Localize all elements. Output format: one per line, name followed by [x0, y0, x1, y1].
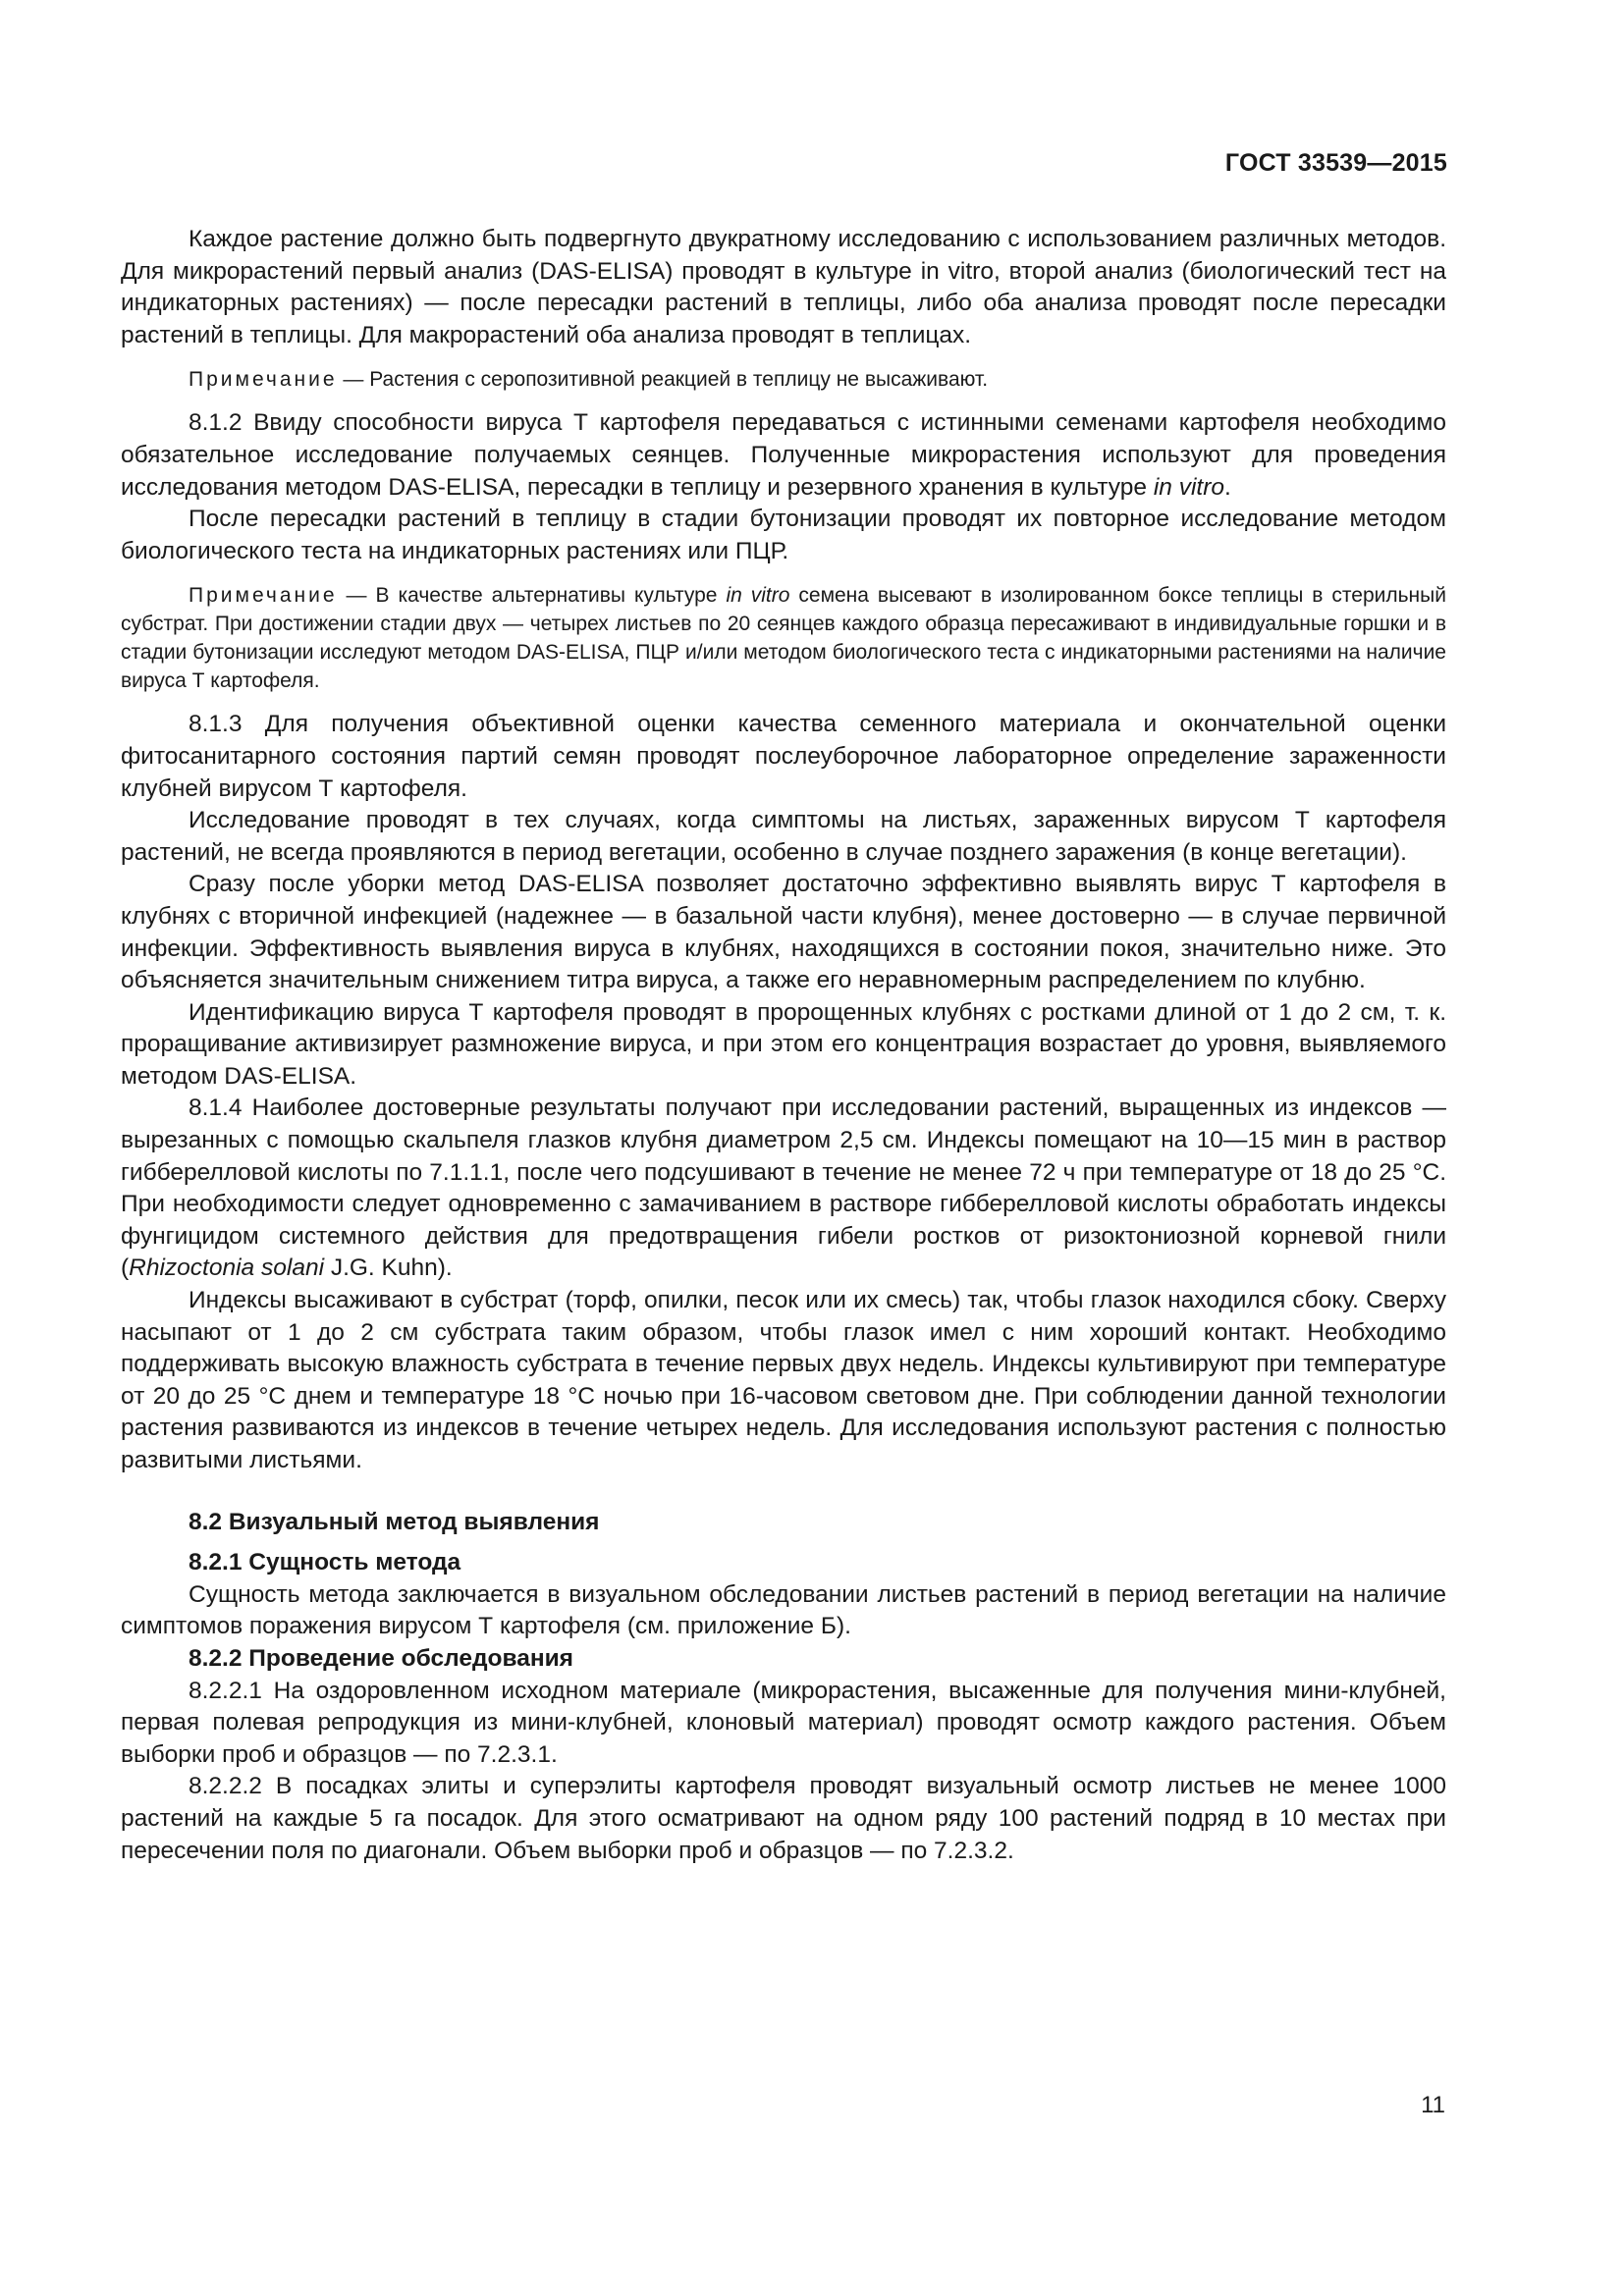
- paragraph-8-1-2-end: .: [1224, 473, 1231, 501]
- document-code-header: ГОСТ 33539—2015: [1224, 149, 1447, 177]
- paragraph-intro: [121, 224, 1446, 351]
- paragraph-8-1-2-text: 8.1.2 Ввиду способности вируса Т картофеля передаваться с истинными семенами картофеля необходимо обязательное исследование получаемых сеянцев. Полученные микрорастения используют для проведения исследования методом DAS-ELISA, пересадки в теплицу и резервного хранения в культуре: [121, 409, 1446, 501]
- note-2-label: Примечание: [189, 584, 338, 608]
- paragraph-8-1-3: [121, 709, 1446, 805]
- paragraph-8-1-2-continued: [121, 504, 1446, 567]
- paragraph-8-1-3-d: [121, 997, 1446, 1094]
- paragraph-8-2-2-1: [121, 1676, 1446, 1772]
- section-heading-8-2: 8.2 Визуальный метод выявления: [189, 1508, 600, 1535]
- paragraph-8-2-2-1-text: 8.2.2.1 На оздоровленном исходном материале (микрорастения, высаженные для получения мини-клубней, первая полевая репродукция из мини-клубней, клоновый материал) проводят осмотр каждого растения. Объем выборки проб и образцов — по 7.2.3.1.: [121, 1677, 1446, 1768]
- paragraph-8-2-1: [121, 1579, 1446, 1643]
- note-2-text-b: семена высевают в изолированном боксе теплицы в стерильный субстрат. При достижении стадии двух — четырех листьев по 20 сеянцев каждого образца пересаживают в индивидуальные горшки и в стадии бутонизации исследуют методом DAS-ELISA, ПЦР и/или методом биологического теста с индикаторными растениями на наличие вируса Т картофеля.: [121, 584, 1446, 693]
- note-1-text: — Растения с серопозитивной реакцией в теплицу не высаживают.: [337, 368, 989, 392]
- paragraph-intro-text: Каждое растение должно быть подвергнуто двукратному исследованию с использованием различных методов. Для микрорастений первый анализ (DAS-ELISA) проводят в культуре in vitro, второй анализ (биологический тест на индикаторных растениях) — после пересадки растений в теплицы, либо оба анализа проводят после пересадки растений в теплицы. Для макрорастений оба анализа проводят в теплицах.: [121, 226, 1446, 348]
- document-body: [121, 224, 1446, 1867]
- paragraph-8-2-1-text: Сущность метода заключается в визуальном обследовании листьев растений в период вегетации на наличие симптомов поражения вирусом Т картофеля (см. приложение Б).: [121, 1580, 1446, 1640]
- paragraph-8-1-4-text: 8.1.4 Наиболее достоверные результаты получают при исследовании растений, выращенных из индексов — вырезанных с помощью скальпеля глазков клубня диаметром 2,5 см. Индексы помещают на 10—15 мин в раствор гиббереллoвой кислоты по 7.1.1.1, после чего подсушивают в течение не менее 72 ч при температуре от 18 до 25 °С. При необходимости следует одновременно с замачиванием в растворе гиббереллoвой кислоты обработать индексы фунгицидом системного действия для предотвращения гибели ростков от ризоктониозной корневой гнили (: [121, 1095, 1446, 1282]
- note-1: [121, 365, 1446, 394]
- paragraph-8-1-3-d-text: Идентификацию вируса Т картофеля проводят в пророщенных клубнях с ростками длиной от 1 до 2 см, т. к. проращивание активизирует размножение вируса, и при этом его концентрация возрастает до уровня, выявляемого методом DAS-ELISA.: [121, 998, 1446, 1090]
- paragraph-8-2-2-2-text: 8.2.2.2 В посадках элиты и суперэлиты картофеля проводят визуальный осмотр листьев не менее 1000 растений на каждые 5 га посадок. Для этого осматривают на одном ряду 100 растений подряд в 10 местах при пересечении поля по диагонали. Объем выборки проб и образцов — по 7.2.3.2.: [121, 1773, 1446, 1864]
- in-vitro-term: in vitro: [1153, 473, 1225, 501]
- note-2-text-a: — В качестве альтернативы культуре: [337, 584, 727, 608]
- subsection-heading-8-2-1: 8.2.1 Сущность метода: [189, 1549, 461, 1576]
- paragraph-8-1-3-b: [121, 805, 1446, 869]
- paragraph-8-1-3-b-text: Исследование проводят в тех случаях, когда симптомы на листьях, зараженных вирусом Т картофеля растений, не всегда проявляются в период вегетации, особенно в случае позднего заражения (в конце вегетации).: [121, 807, 1446, 866]
- note-1-label: Примечание: [189, 368, 338, 392]
- rhizoctonia-term: Rhizoctonia solani: [129, 1255, 325, 1282]
- paragraph-8-1-3-text: 8.1.3 Для получения объективной оценки качества семенного материала и окончательной оценки фитосанитарного состояния партий семян проводят послеуборочное лабораторное определение зараженности клубней вирусом Т картофеля.: [121, 711, 1446, 802]
- note-2-in-vitro-term: in vitro: [726, 584, 790, 608]
- note-2: [121, 581, 1446, 695]
- paragraph-8-1-3-c: [121, 869, 1446, 996]
- paragraph-8-1-4-b-text: Индексы высаживают в субстрат (торф, опилки, песок или их смесь) так, чтобы глазок находился сбоку. Сверху насыпают от 1 до 2 см субстрата таким образом, чтобы глазок имел с ним хороший контакт. Необходимо поддерживать высокую влажность субстрата в течение первых двух недель. Индексы культивируют при температуре от 20 до 25 °С днем и температуре 18 °С ночью при 16-часовом световом дне. При соблюдении данной технологии растения развиваются из индексов в течение четырех недель. Для исследования используют растения с полностью развитыми листьями.: [121, 1287, 1446, 1473]
- page-number: 11: [1421, 2092, 1445, 2118]
- paragraph-8-1-3-c-text: Сразу после уборки метод DAS-ELISA позволяет достаточно эффективно выявлять вирус Т картофеля в клубнях с вторичной инфекцией (надежнее — в базальной части клубня), менее достоверно — в случае первичной инфекции. Эффективность выявления вируса в клубнях, находящихся в состоянии покоя, значительно ниже. Это объясняется значительным снижением титра вируса, а также его неравномерным распределением по клубню.: [121, 871, 1446, 994]
- paragraph-8-1-4: [121, 1093, 1446, 1285]
- paragraph-8-1-4-end: J.G. Kuhn).: [324, 1255, 453, 1282]
- paragraph-8-1-2: [121, 407, 1446, 504]
- paragraph-8-2-2-2: [121, 1771, 1446, 1867]
- paragraph-8-1-2-continued-text: После пересадки растений в теплицу в стадии бутонизации проводят их повторное исследование методом биологического теста на индикаторных растениях или ПЦР.: [121, 506, 1446, 564]
- subsection-heading-8-2-2: 8.2.2 Проведение обследования: [189, 1644, 573, 1672]
- paragraph-8-1-4-b: [121, 1285, 1446, 1477]
